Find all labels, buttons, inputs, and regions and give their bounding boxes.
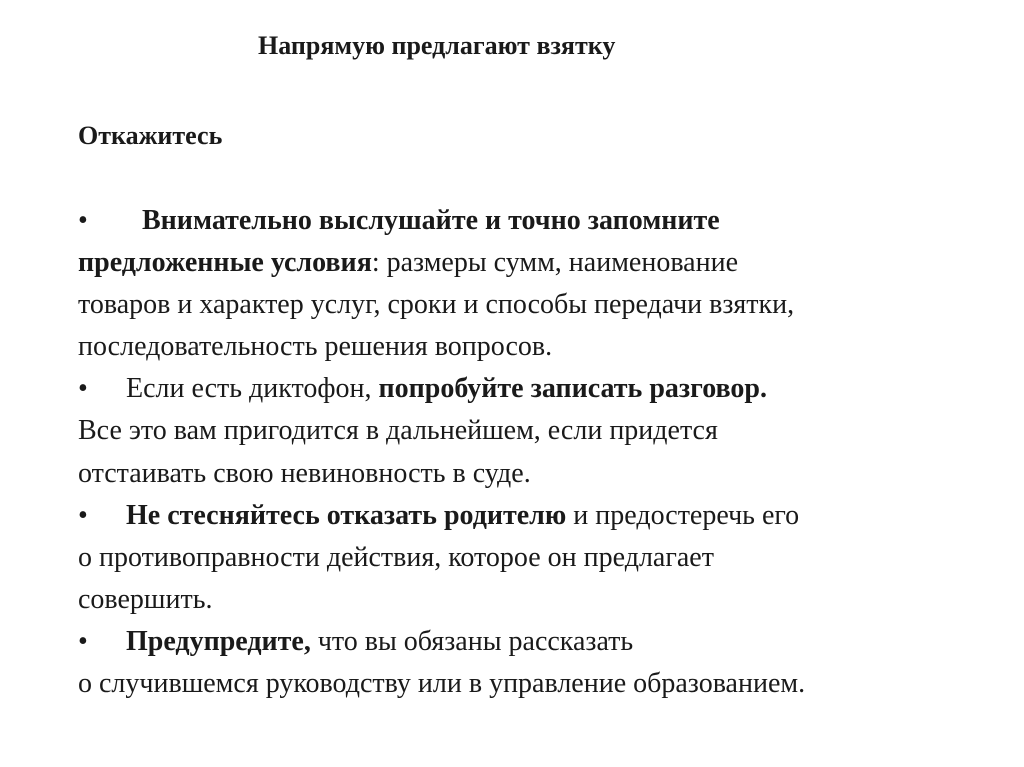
bullet-icon: •: [78, 205, 88, 236]
item-text: совершить.: [78, 583, 213, 615]
bullet-icon: •: [78, 373, 88, 405]
item-text: и предостеречь его: [566, 499, 800, 531]
item-text: о случившемся руководству или в управление образованием.: [78, 668, 806, 700]
item-text: .: [760, 373, 768, 405]
item-text: товаров и характер услуг, сроки и способы передачи взятки,: [78, 289, 795, 321]
list-item-continuation: [78, 242, 978, 284]
item-text: : размеры сумм, наименование: [371, 247, 739, 279]
list-item: [78, 368, 978, 410]
slide-title: Напрямую предлагают взятку: [258, 31, 616, 60]
item-bold-text: Не стесняйтесь отказать родителю: [126, 499, 567, 531]
bullet-icon: •: [78, 625, 88, 657]
item-text: Все это вам пригодится в дальнейшем, если придется: [78, 415, 718, 447]
item-bold-text: Предупредите,: [126, 625, 311, 657]
item-text: отстаивать свою невиновность в суде.: [78, 457, 531, 489]
item-text: что вы обязаны рассказать: [310, 625, 634, 657]
list-item: [78, 495, 978, 537]
list-item: [78, 621, 978, 663]
bullet-icon: •: [78, 499, 88, 531]
item-bold-text: попробуйте записать разговор: [378, 373, 761, 405]
slide-subtitle: Откажитесь: [78, 121, 223, 150]
item-bold-text: Внимательно выслушайте и точно запомните: [142, 205, 720, 236]
item-bold-text: предложенные условия: [78, 247, 372, 279]
item-text: Если есть диктофон,: [126, 373, 379, 405]
item-text: последовательность решения вопросов.: [78, 331, 553, 363]
slide-body: [78, 200, 978, 705]
list-item: [78, 200, 978, 242]
item-text: о противоправности действия, которое он предлагает: [78, 541, 714, 573]
